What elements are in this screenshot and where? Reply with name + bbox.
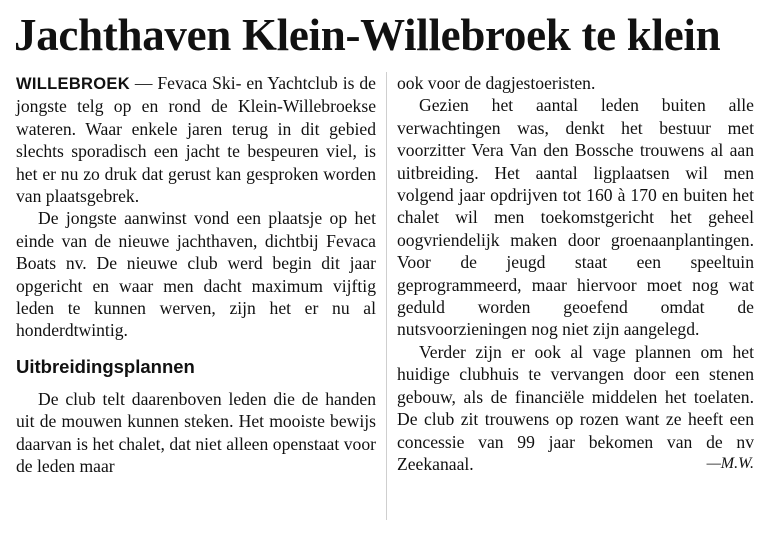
paragraph-1 (16, 72, 376, 207)
headline: Jachthaven Klein-Willebroek te klein (14, 10, 721, 60)
paragraph-5 (397, 341, 754, 475)
dateline-dash: — (129, 73, 158, 93)
paragraph-3-continued: ook voor de dagjestoeristen. (397, 73, 596, 93)
dateline: WILLEBROEK (16, 75, 130, 93)
paragraph-4: Gezien het aantal leden buiten alle verwachtingen was, denkt het bestuur met voorzitter Vera Van den Bossche trouwens al aan uitbreiding. Het aantal ligplaatsen wil men volgend jaar opdrijven tot 160 à 170 en buiten het chalet wil men toekomstgericht het geheel oogvriendelijk maken door groenaanplantingen. Voor de jeugd staat een speeltuin geprogrammeerd, maar hiervoor moet nog wat geduld worden geoefend omdat de nutsvoorzieningen nog niet zijn aangelegd. (397, 95, 754, 340)
author-signoff: —M.W. (706, 454, 754, 472)
paragraph-1-text: Fevaca Ski- en Yachtclub is de jongste telg op en rond de Klein-Willebroekse wateren. Waar enkele jaren terug in dit gebied slechts sporadisch een jacht te bespeuren viel, is het er nu zo druk dat gerust kan gesproken worden van plaatsgebrek. (16, 73, 376, 207)
column-divider (386, 72, 387, 520)
paragraph-2: De jongste aanwinst vond een plaatsje op het einde van de nieuwe jachthaven, dichtbij Fevaca Boats nv. De nieuwe club werd begin dit jaar opgericht en waar men dacht maximum vijftig leden te kunnen werven, zijn het er nu al honderdtwintig. (16, 208, 376, 341)
paragraph-5-text: Verder zijn er ook al vage plannen om het huidige clubhuis te vervangen door een stenen gebouw, als de financiële middelen het toelaten. De club zit trouwens op rozen want ze heeft een concessie van 99 jaar bekomen van de nv Zeekanaal. (397, 341, 754, 474)
column-left (16, 72, 376, 478)
subheading: Uitbreidingsplannen (16, 355, 195, 377)
column-right (397, 72, 754, 475)
paragraph-3: De club telt daarenboven leden die de handen uit de mouwen kunnen steken. Het mooiste bewijs daarvan is het chalet, dat niet alleen openstaat voor de leden maar (16, 388, 376, 477)
